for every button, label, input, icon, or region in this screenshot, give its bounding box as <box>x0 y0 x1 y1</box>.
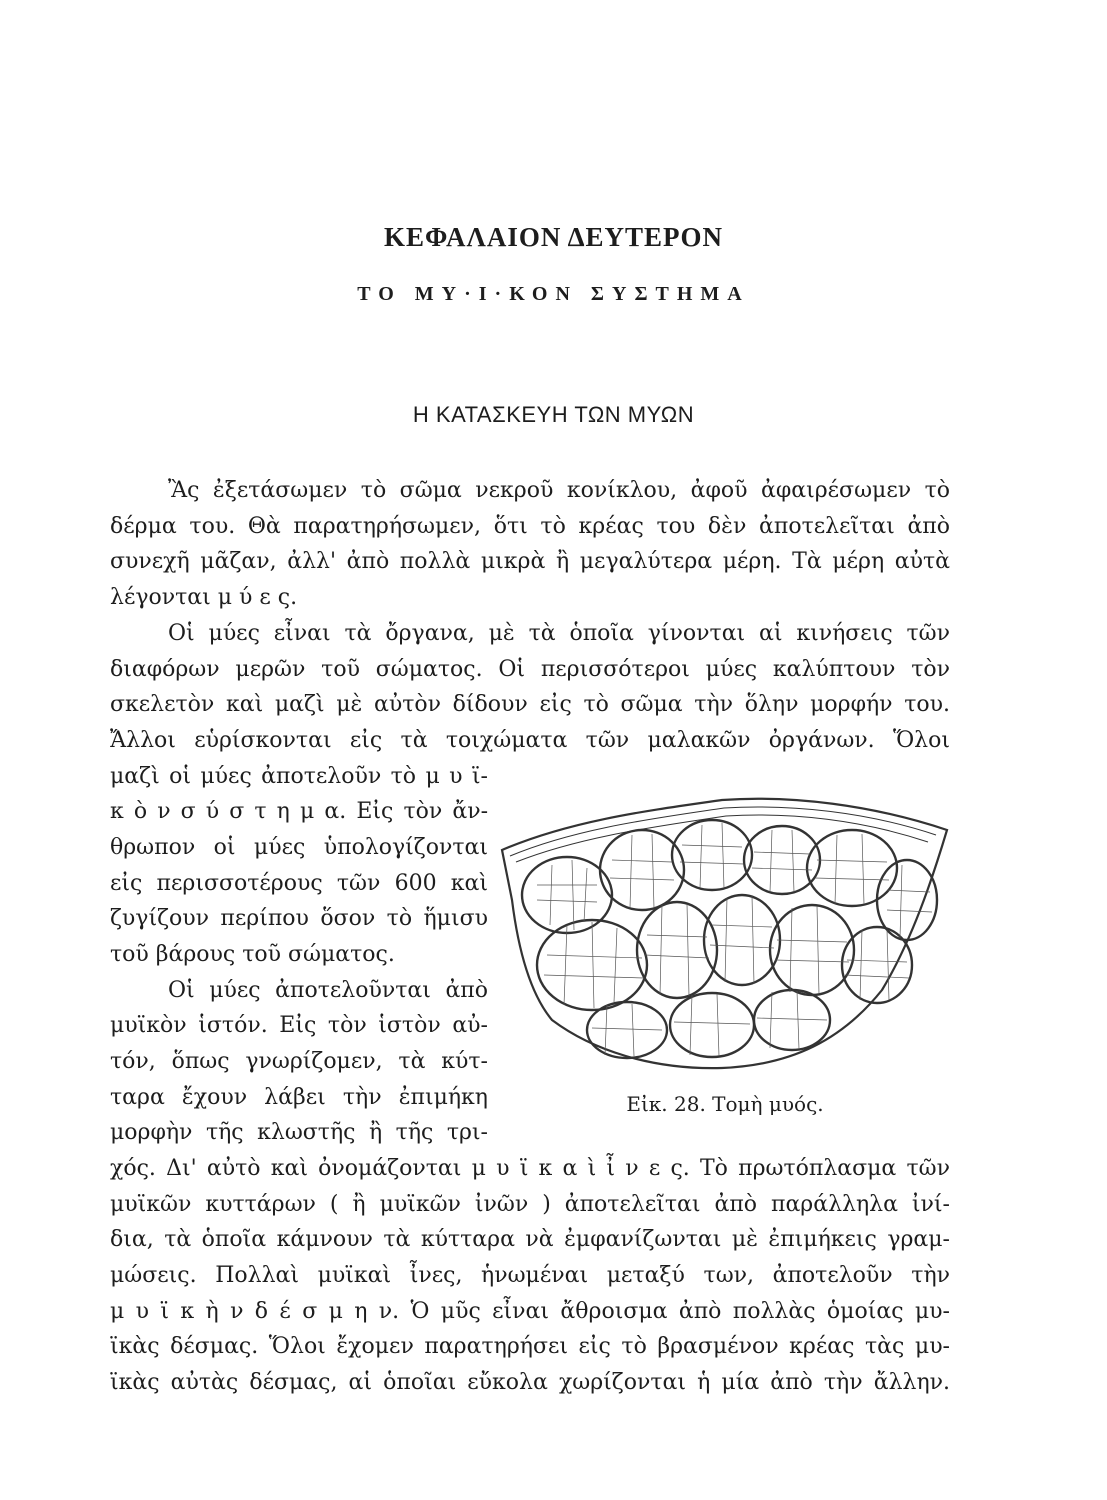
text-line: ζυγίζουν περίπου ὅσον τὸ ἥμισυ <box>110 906 488 931</box>
text-line: μαζὶ οἱ μύες ἀποτελοῦν τὸ μ υ ϊ- <box>110 764 488 789</box>
text-line: ταρα ἔχουν λάβει τὴν ἐπιμήκη <box>110 1085 488 1110</box>
text-line: Οἱ μύες ἀποτελοῦνται ἀπὸ <box>168 978 488 1003</box>
figure-caption: Εἰκ. 28. Τομὴ μυός. <box>626 1092 824 1116</box>
muscle-cross-section-figure <box>492 790 952 1075</box>
chapter-title: ΚΕΦΑΛΑΙΟΝ ΔΕΥΤΕΡΟΝ <box>383 222 724 252</box>
text-line: Ἄλλοι εὑρίσκονται εἰς τὰ τοιχώματα τῶν μαλακῶν ὀργάνων. Ὅλοι <box>110 728 950 753</box>
text-line: μορφὴν τῆς κλωστῆς ἢ τῆς τρι- <box>110 1120 488 1145</box>
text-line: δια, τὰ ὁποῖα κάμνουν τὰ κύτταρα νὰ ἐμφανίζωνται μὲ ἐπιμήκεις γραμ- <box>110 1227 950 1252</box>
subsection-title: Η ΚΑΤΑΣΚΕΥΗ ΤΩΝ ΜΥΩΝ <box>412 402 695 427</box>
text-line: διαφόρων μερῶν τοῦ σώματος. Οἱ περισσότεροι μύες καλύπτουν τὸν <box>110 657 950 682</box>
text-line: σκελετὸν καὶ μαζὶ μὲ αὐτὸν δίδουν εἰς τὸ σῶμα τὴν ὅλην μορφήν του. <box>110 692 950 717</box>
text-line: ϊκὰς δέσμας. Ὅλοι ἔχομεν παρατηρήσει εἰς τὸ βρασμένον κρέας τὰς μυ- <box>110 1334 950 1359</box>
text-line: μυϊκὸν ἱστόν. Εἰς τὸν ἱστὸν αὐ- <box>110 1013 488 1038</box>
text-line: λέγονται μ ύ ε ς. <box>110 585 298 610</box>
text-line: χός. Δι' αὐτὸ καὶ ὀνομάζονται μ υ ϊ κ α ὶ ἶ ν ε ς. Τὸ πρωτόπλασμα τῶν <box>110 1156 950 1181</box>
text-line: δέρμα του. Θὰ παρατηρήσωμεν, ὅτι τὸ κρέας του δὲν ἀποτελεῖται ἀπὸ <box>110 514 950 539</box>
text-line: συνεχῆ μᾶζαν, ἀλλ' ἀπὸ πολλὰ μικρὰ ἢ μεγαλύτερα μέρη. Τὰ μέρη αὐτὰ <box>110 549 950 574</box>
text-line: τοῦ βάρους τοῦ σώματος. <box>110 942 395 967</box>
text-line: κ ὸ ν σ ύ σ τ η μ α. Εἰς τὸν ἄν- <box>110 799 488 824</box>
text-line: μυϊκῶν κυττάρων ( ἢ μυϊκῶν ἰνῶν ) ἀποτελεῖται ἀπὸ παράλληλα ἰνί- <box>110 1192 950 1217</box>
text-line: μ υ ϊ κ ὴ ν δ έ σ μ η ν. Ὁ μῦς εἶναι ἄθροισμα ἀπὸ πολλὰς ὁμοίας μυ- <box>110 1299 950 1324</box>
text-line: τόν, ὅπως γνωρίζομεν, τὰ κύτ- <box>110 1049 488 1074</box>
text-line: ϊκὰς αὐτὰς δέσμας, αἱ ὁποῖαι εὔκολα χωρίζονται ἡ μία ἀπὸ τὴν ἄλλην. <box>110 1370 950 1395</box>
text-line: Οἱ μύες εἶναι τὰ ὄργανα, μὲ τὰ ὁποῖα γίνονται αἱ κινήσεις τῶν <box>168 621 950 646</box>
text-line: Ἂς ἐξετάσωμεν τὸ σῶμα νεκροῦ κονίκλου, ἀφοῦ ἀφαιρέσωμεν τὸ <box>168 478 950 503</box>
text-line: εἰς περισσοτέρους τῶν 600 καὶ <box>110 871 488 896</box>
section-title: ΤΟ ΜΥ·Ι·ΚΟΝ ΣΥΣΤΗΜΑ <box>357 283 750 305</box>
text-line: θρωπον οἱ μύες ὑπολογίζονται <box>110 835 488 860</box>
text-line: μώσεις. Πολλαὶ μυϊκαὶ ἶνες, ἡνωμέναι μεταξύ των, ἀποτελοῦν τὴν <box>110 1263 950 1288</box>
